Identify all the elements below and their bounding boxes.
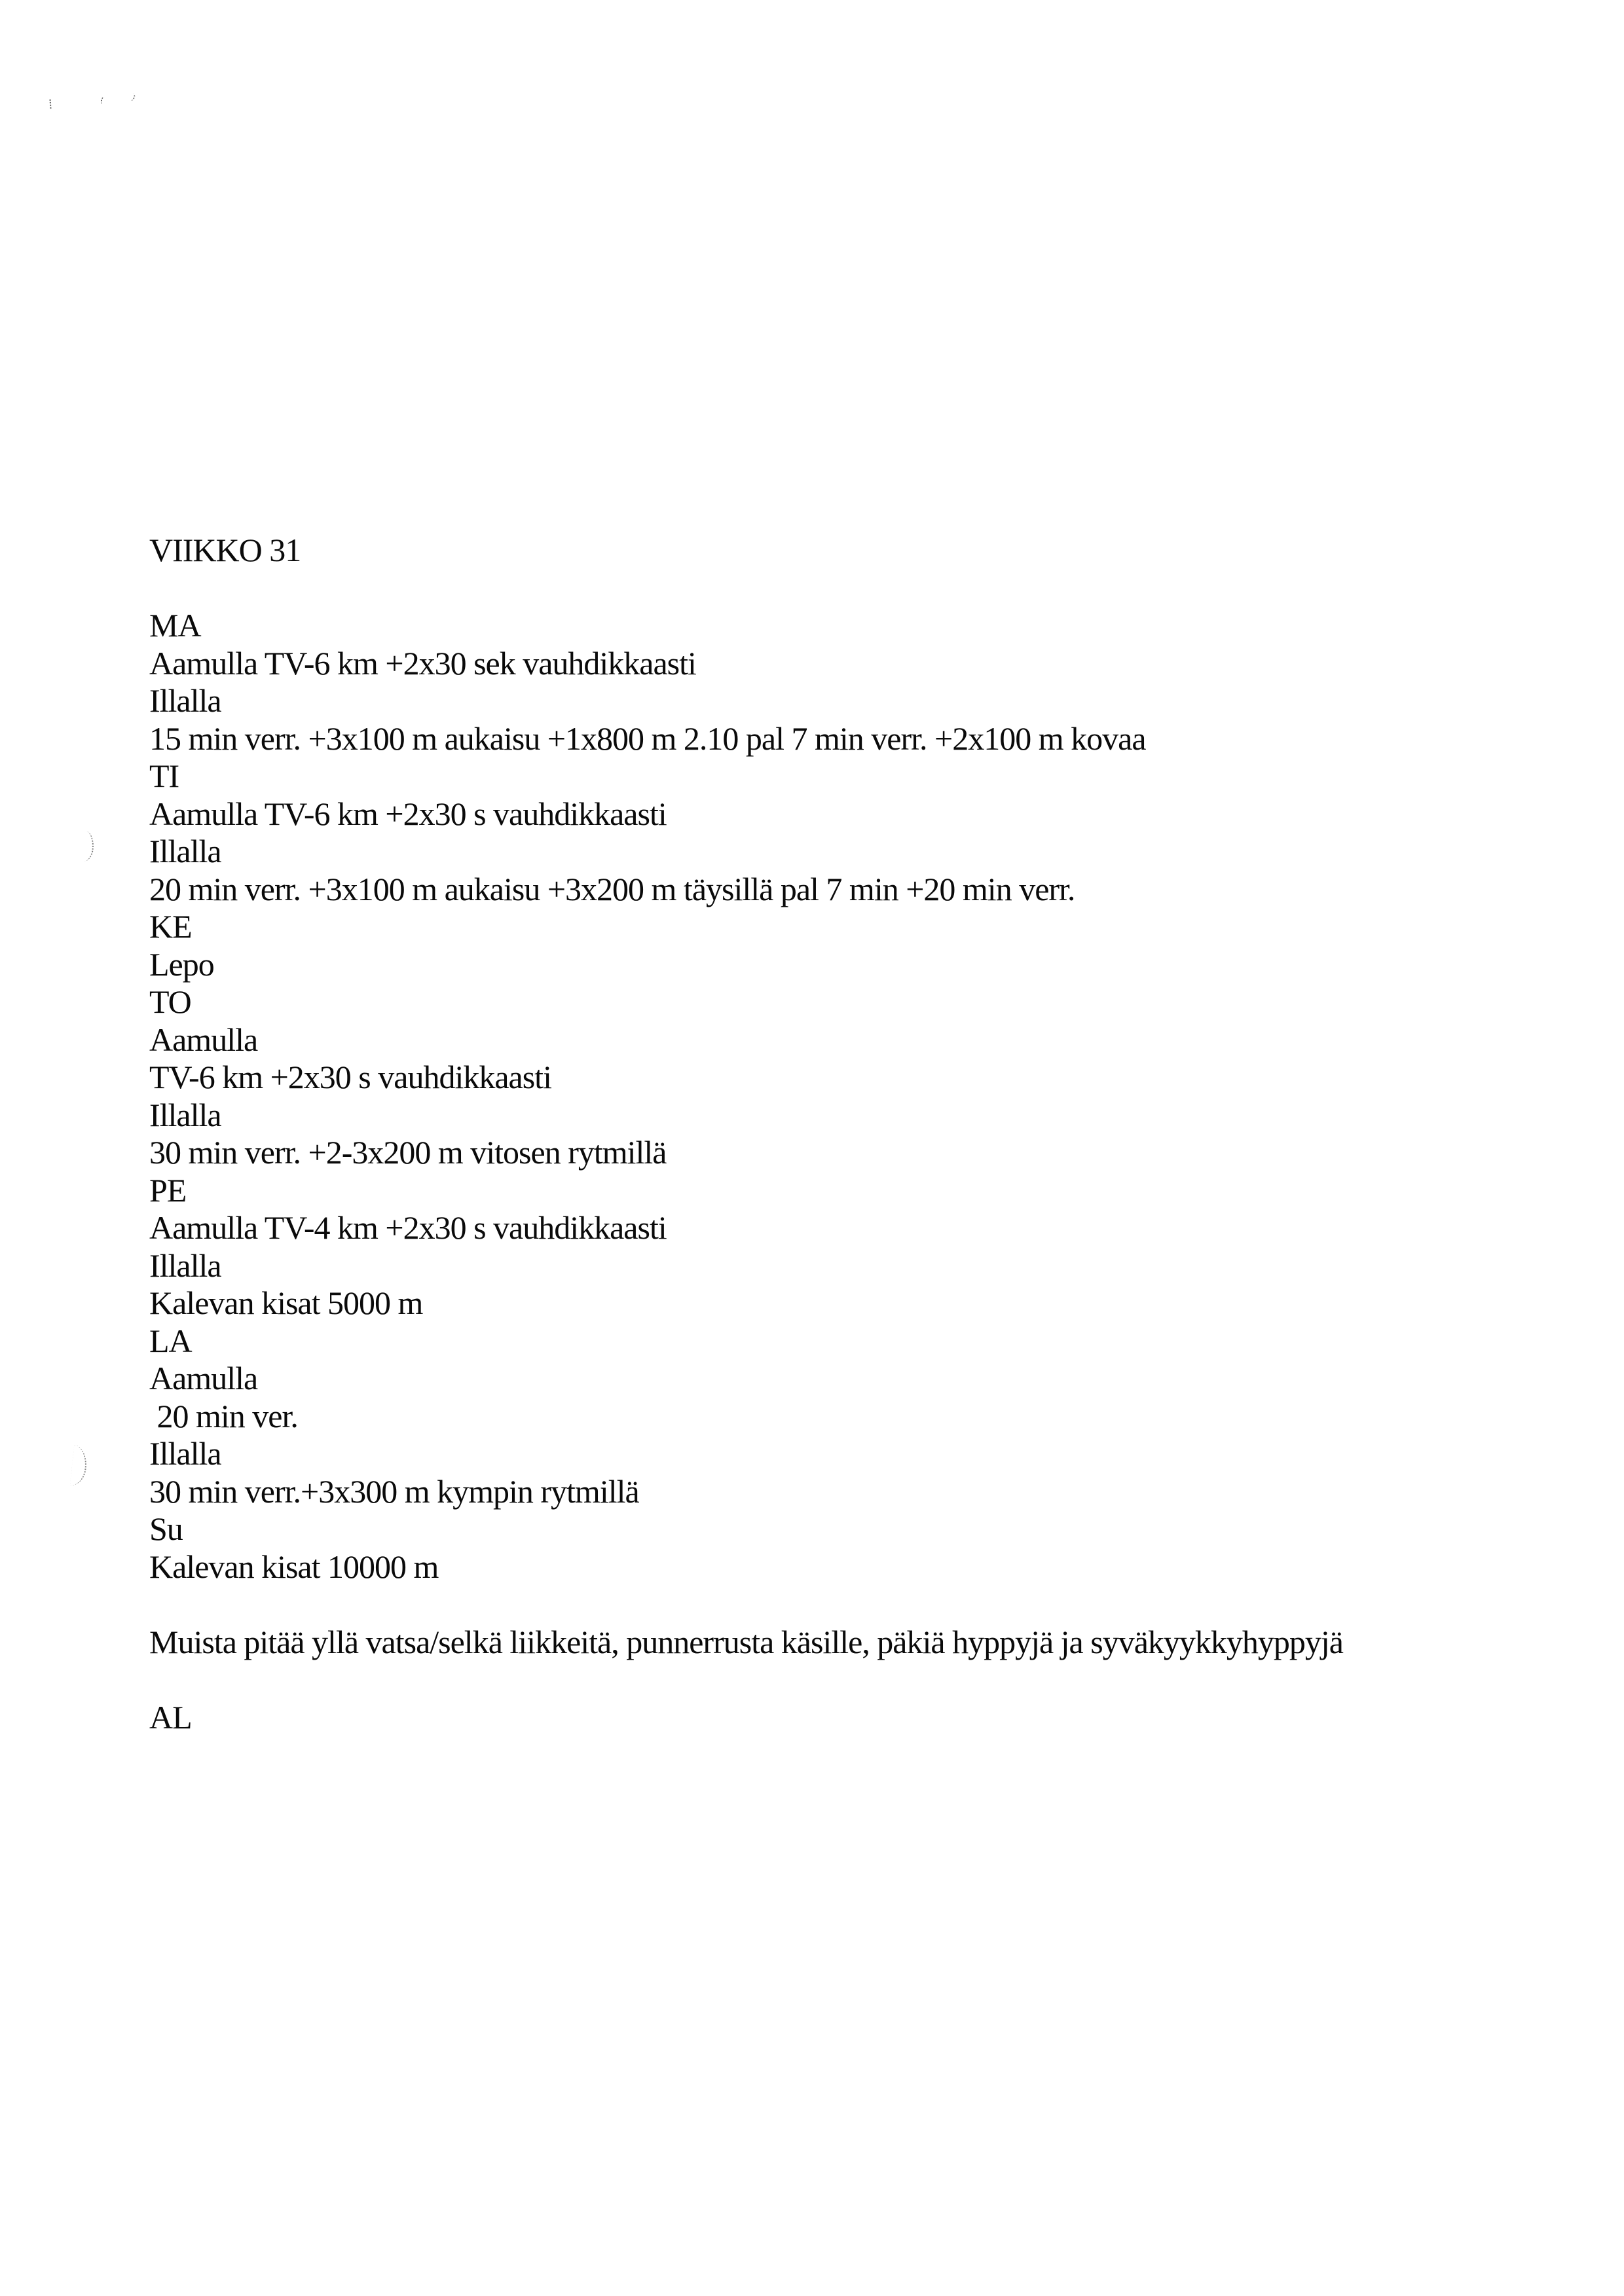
day-section-ti [149, 757, 1624, 908]
day-label-la: LA [149, 1322, 192, 1359]
schedule-line: Illalla [149, 682, 221, 719]
day-label-ti: TI [149, 757, 179, 794]
schedule-line: Lepo [149, 945, 214, 983]
day-section-ma [149, 607, 1624, 757]
schedule-line: Aamulla TV-6 km +2x30 sek vauhdikkaasti [149, 644, 696, 682]
schedule-line: Kalevan kisat 5000 m [149, 1285, 423, 1321]
scan-artifact-paren-mark [70, 1445, 88, 1487]
scan-artifact-speck [47, 100, 52, 109]
schedule-line: Illalla [149, 833, 221, 869]
reminder-note: Muista pitää yllä vatsa/selkä liikkeitä, punnerrusta käsille, päkiä hyppyjä ja syväkyykkyhyppyjä [149, 1623, 1343, 1660]
schedule-line: Illalla [149, 1096, 221, 1133]
scan-artifact-speck [128, 92, 136, 101]
day-section-ke [149, 908, 1624, 983]
day-label-ma: MA [149, 607, 201, 644]
schedule-line: Illalla [149, 1247, 221, 1284]
schedule-line: Aamulla TV-6 km +2x30 s vauhdikkaasti [149, 795, 667, 832]
schedule-line: Aamulla [149, 1021, 258, 1058]
schedule-line: Illalla [149, 1435, 221, 1472]
schedule-line: 20 min ver. [149, 1397, 298, 1434]
day-section-su [149, 1510, 1624, 1586]
day-label-pe: PE [149, 1171, 187, 1209]
scan-artifact-paren-mark [83, 831, 94, 862]
schedule-line: Aamulla TV-4 km +2x30 s vauhdikkaasti [149, 1209, 667, 1246]
signature-initials: AL [149, 1698, 192, 1736]
schedule-line: TV-6 km +2x30 s vauhdikkaasti [149, 1059, 551, 1095]
day-label-su: Su [149, 1510, 183, 1547]
day-section-pe [149, 1172, 1624, 1322]
training-schedule-text [149, 532, 1624, 1736]
schedule-line: 15 min verr. +3x100 m aukaisu +1x800 m 2.10 pal 7 min verr. +2x100 m kovaa [149, 720, 1146, 757]
scan-artifact-speck [100, 96, 107, 105]
day-label-to: TO [149, 983, 191, 1020]
day-section-la [149, 1322, 1624, 1511]
schedule-line: 30 min verr.+3x300 m kympin rytmillä [149, 1472, 639, 1510]
schedule-line: Aamulla [149, 1360, 258, 1396]
schedule-line: Kalevan kisat 10000 m [149, 1548, 439, 1585]
day-label-ke: KE [149, 908, 192, 945]
schedule-line: 30 min verr. +2-3x200 m vitosen rytmillä [149, 1134, 667, 1171]
schedule-line: 20 min verr. +3x100 m aukaisu +3x200 m täysillä pal 7 min +20 min verr. [149, 870, 1075, 907]
week-title: VIIKKO 31 [149, 532, 301, 568]
day-section-to [149, 983, 1624, 1172]
